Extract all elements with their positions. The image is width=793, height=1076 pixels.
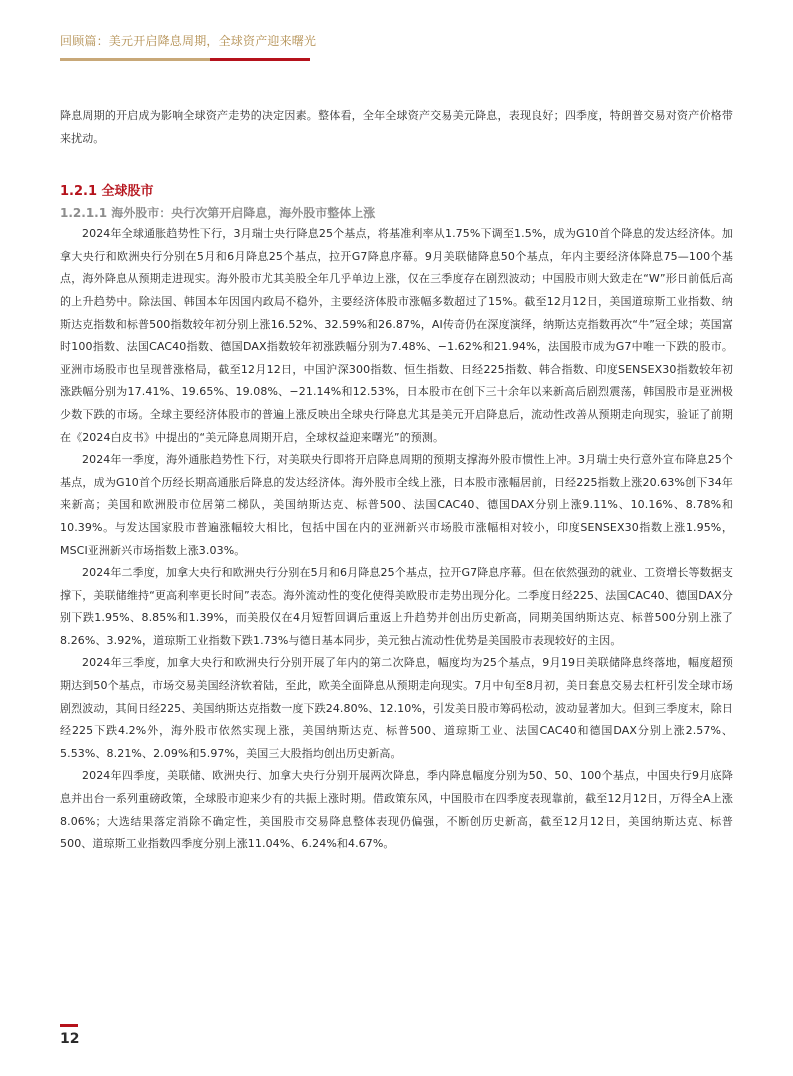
body-paragraph: 2024年三季度，加拿大央行和欧洲央行分别开展了年内的第二次降息，幅度均为25个基点，9月19日美联储降息终落地，幅度超预期达到50个基点，市场交易美国经济软着陆，至此，欧美全面降息从预期走向现实。7月中旬至8月初，美日套息交易去杠杆引发全球市场剧烈波动，其间日经225、美国纳斯达克指数一度下跌24.80%、12.10%，引发美日股市筹码松动，波动显著加大。但到三季度末，除日经225下跌4.2%外，海外股市依然实现上涨，美国纳斯达克、标普500、道琼斯工业、法国CAC40和德国DAX分别上涨2.57%、5.53%、8.21%、2.09%和5.97%，美国三大股指均创出历史新高。 (60, 656, 733, 760)
subsection-heading: 1.2.1.1 海外股市：央行次第开启降息，海外股市整体上涨 (60, 206, 376, 221)
main-content (60, 105, 733, 856)
section-heading: 1.2.1 全球股市 (60, 184, 154, 200)
header-rule (60, 58, 310, 61)
header-rule-red (210, 58, 310, 61)
intro-paragraph: 降息周期的开启成为影响全球资产走势的决定因素。整体看，全年全球资产交易美元降息，表现良好；四季度，特朗普交易对资产价格带来扰动。 (60, 109, 733, 145)
body-paragraph: 2024年二季度，加拿大央行和欧洲央行分别在5月和6月降息25个基点，拉开G7降息序幕。但在依然强劲的就业、工资增长等数据支撑下，美联储维持“更高利率更长时间”表态。海外流动性的变化使得美欧股市走势出现分化。二季度日经225、法国CAC40、德国DAX分别下跌1.95%、8.85%和1.39%，而美股仅在4月短暂回调后重返上升趋势并创出历史新高，同期美国纳斯达克、标普500分别上涨了8.26%、3.92%，道琼斯工业指数下跌1.73%与德日基本同步，美元独占流动性优势是美国股市表现较好的主因。 (60, 566, 733, 647)
footer-accent-bar (60, 1024, 78, 1027)
running-header-title: 回顾篇：美元开启降息周期，全球资产迎来曙光 (60, 34, 317, 48)
body-paragraph: 2024年一季度，海外通胀趋势性下行，对美联央行即将开启降息周期的预期支撑海外股市惯性上冲。3月瑞士央行意外宣布降息25个基点，成为G10首个历经长期高通胀后降息的发达经济体。海外股市全线上涨，日本股市涨幅居前，日经225指数上涨20.63%创下34年来新高；美国和欧洲股市位居第二梯队，美国纳斯达克、标普500、法国CAC40、德国DAX分别上涨9.11%、10.16%、8.78%和10.39%。与发达国家股市普遍涨幅较大相比，包括中国在内的亚洲新兴市场股市涨幅相对较小，印度SENSEX30指数上涨1.95%，MSCI亚洲新兴市场指数上涨3.03%。 (60, 453, 733, 557)
running-header (60, 28, 317, 54)
body-paragraph: 2024年全球通胀趋势性下行，3月瑞士央行降息25个基点，将基准利率从1.75%下调至1.5%，成为G10首个降息的发达经济体。加拿大央行和欧洲央行分别在5月和6月降息25个基点，拉开G7降息序幕。9月美联储降息50个基点，年内主要经济体降息75—100个基点，海外降息从预期走进现实。海外股市尤其美股全年几乎单边上涨，仅在三季度存在剧烈波动；中国股市则大致走在“W”形日前低后高的上升趋势中。除法国、韩国本年因国内政局不稳外，主要经济体股市涨幅多数超过了15%。截至12月12日，美国道琼斯工业指数、纳斯达克指数和标普500指数较年初分别上涨16.52%、32.59%和26.87%，AI传奇仍在深度演绎，纳斯达克指数再次“牛”冠全球；英国富时100指数、法国CAC40指数、德国DAX指数较年初涨跌幅分别为7.48%、−1.62%和21.94%，法国股市成为G7中唯一下跌的股市。亚洲市场股市也呈现普涨格局，截至12月12日，中国沪深300指数、恒生指数、日经225指数、韩合指数、印度SENSEX30指数较年初涨跌幅分别为17.41%、19.65%、19.08%、−21.14%和12.53%，日本股市在创下三十余年以来新高后剧烈震荡，韩国股市是亚洲极少数下跌的市场。全球主要经济体股市的普遍上涨反映出全球央行降息尤其是美元开启降息后，流动性改善从预期走向现实，验证了前期在《2024白皮书》中提出的“美元降息周期开启，全球权益迎来曙光”的预测。 (60, 227, 733, 444)
header-rule-gold (60, 58, 210, 61)
body-paragraph: 2024年四季度，美联储、欧洲央行、加拿大央行分别开展两次降息，季内降息幅度分别为50、50、100个基点，中国央行9月底降息并出台一系列重磅政策，全球股市迎来少有的共振上涨时期。借政策东风，中国股市在四季度表现靠前，截至12月12日，万得全A上涨8.06%；大选结果落定消除不确定性，美国股市交易降息整体表现仍偏强，不断创历史新高，截至12月12日，美国纳斯达克、标普500、道琼斯工业指数四季度分别上涨11.04%、6.24%和4.67%。 (60, 769, 733, 851)
page-number: 12 (60, 1031, 80, 1047)
